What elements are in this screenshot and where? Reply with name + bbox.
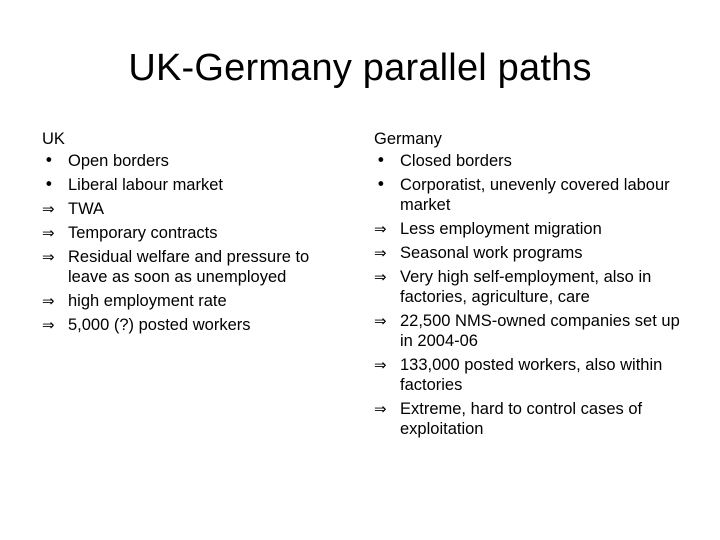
uk-item bbox=[42, 315, 352, 335]
implies-arrow-icon: ⇒ bbox=[374, 220, 387, 238]
germany-item bbox=[374, 267, 684, 307]
uk-item-text: Open borders bbox=[68, 152, 169, 170]
implies-arrow-icon: ⇒ bbox=[42, 224, 55, 242]
uk-item-text: Residual welfare and pressure to leave as soon as unemployed bbox=[68, 248, 310, 286]
uk-item bbox=[42, 291, 352, 311]
germany-item-text: Very high self-employment, also in factories, agriculture, care bbox=[400, 268, 652, 306]
uk-item bbox=[42, 223, 352, 243]
implies-arrow-icon: ⇒ bbox=[42, 292, 55, 310]
slide-title: UK-Germany parallel paths bbox=[128, 47, 592, 89]
bullet-icon: • bbox=[44, 151, 54, 170]
germany-heading: Germany bbox=[374, 130, 442, 148]
germany-column bbox=[374, 127, 684, 443]
uk-item-text: Liberal labour market bbox=[68, 176, 223, 194]
implies-arrow-icon: ⇒ bbox=[374, 244, 387, 262]
uk-item bbox=[42, 199, 352, 219]
germany-item bbox=[374, 243, 684, 263]
germany-item-text: Seasonal work programs bbox=[400, 244, 583, 262]
implies-arrow-icon: ⇒ bbox=[374, 356, 387, 374]
germany-item-text: Less employment migration bbox=[400, 220, 602, 238]
germany-item-text: 133,000 posted workers, also within factories bbox=[400, 356, 663, 394]
germany-item bbox=[374, 151, 684, 171]
implies-arrow-icon: ⇒ bbox=[42, 248, 55, 266]
bullet-icon: • bbox=[44, 175, 54, 194]
implies-arrow-icon: ⇒ bbox=[374, 400, 387, 418]
uk-item-text: TWA bbox=[68, 200, 105, 218]
germany-item bbox=[374, 219, 684, 239]
germany-item-text: 22,500 NMS-owned companies set up in 2004-06 bbox=[400, 312, 680, 350]
germany-item-text: Extreme, hard to control cases of exploitation bbox=[400, 400, 643, 438]
implies-arrow-icon: ⇒ bbox=[374, 312, 387, 330]
germany-item bbox=[374, 311, 684, 351]
implies-arrow-icon: ⇒ bbox=[42, 200, 55, 218]
uk-item-text: Temporary contracts bbox=[68, 224, 218, 242]
bullet-icon: • bbox=[376, 175, 386, 194]
implies-arrow-icon: ⇒ bbox=[374, 268, 387, 286]
uk-item bbox=[42, 247, 352, 287]
uk-column bbox=[42, 127, 352, 339]
implies-arrow-icon: ⇒ bbox=[42, 316, 55, 334]
uk-item bbox=[42, 175, 352, 195]
germany-item bbox=[374, 175, 684, 215]
uk-item-text: 5,000 (?) posted workers bbox=[68, 316, 251, 334]
uk-heading: UK bbox=[42, 130, 65, 148]
bullet-icon: • bbox=[376, 151, 386, 170]
germany-item-text: Corporatist, unevenly covered labour market bbox=[400, 176, 670, 214]
germany-item bbox=[374, 355, 684, 395]
uk-item-text: high employment rate bbox=[68, 292, 227, 310]
germany-item bbox=[374, 399, 684, 439]
uk-item bbox=[42, 151, 352, 171]
germany-item-text: Closed borders bbox=[400, 152, 512, 170]
